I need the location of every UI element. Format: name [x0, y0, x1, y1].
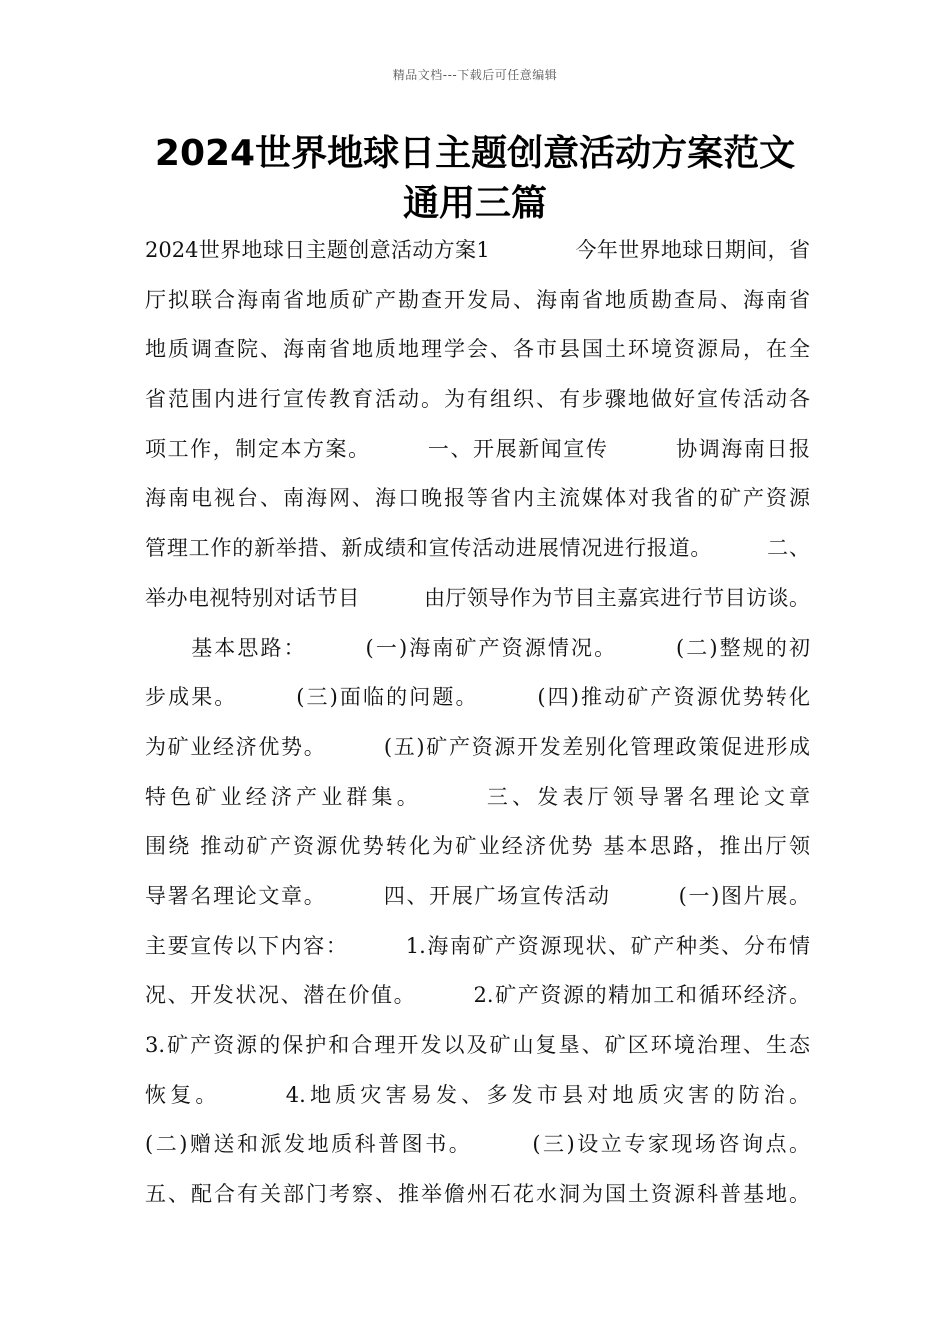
body-line: 地质调查院、海南省地质地理学会、各市县国土环境资源局，在全	[145, 337, 810, 362]
body-line: 项工作，制定本方案。 一、开展新闻宣传 协调海南日报	[145, 436, 810, 461]
body-line: 厅拟联合海南省地质矿产勘查开发局、海南省地质勘查局、海南省	[145, 287, 810, 312]
body-line: 管理工作的新举措、新成绩和宣传活动进展情况进行报道。 二、	[145, 536, 810, 561]
body-line: 举办电视特别对话节目 由厅领导作为节目主嘉宾进行节目访谈。	[145, 585, 810, 610]
document-title-line-2: 通用三篇	[402, 183, 547, 224]
body-line: (二)赠送和派发地质科普图书。 (三)设立专家现场咨询点。	[145, 1132, 810, 1157]
body-line: 围绕 推动矿产资源优势转化为矿业经济优势 基本思路，推出厅领	[145, 834, 810, 859]
document-title-line-1: 2024世界地球日主题创意活动方案范文	[154, 133, 796, 174]
header-watermark: 精品文档---下载后可任意编辑	[392, 68, 558, 82]
body-line: 为矿业经济优势。 (五)矿产资源开发差别化管理政策促进形成	[145, 734, 810, 759]
body-line: 五、配合有关部门考察、推举儋州石花水洞为国土资源科普基地。	[145, 1182, 810, 1207]
body-line: 特色矿业经济产业群集。 三、发表厅领导署名理论文章	[145, 784, 810, 809]
body-line: 恢复。 4.地质灾害易发、多发市县对地质灾害的防治。	[145, 1082, 810, 1107]
body-line: 省范围内进行宣传教育活动。为有组织、有步骤地做好宣传活动各	[145, 387, 810, 412]
body-line: 导署名理论文章。 四、开展广场宣传活动 (一)图片展。	[145, 883, 810, 908]
body-line: 步成果。 (三)面临的问题。 (四)推动矿产资源优势转化	[145, 685, 810, 710]
document-body	[145, 232, 810, 1226]
body-line: 况、开发状况、潜在价值。 2.矿产资源的精加工和循环经济。	[145, 983, 810, 1008]
body-line: 基本思路： (一)海南矿产资源情况。 (二)整规的初	[145, 635, 810, 660]
body-line: 2024世界地球日主题创意活动方案1 今年世界地球日期间，省	[145, 238, 810, 262]
body-line: 3.矿产资源的保护和合理开发以及矿山复垦、矿区环境治理、生态	[145, 1033, 810, 1057]
body-line: 海南电视台、南海网、海口晚报等省内主流媒体对我省的矿产资源	[145, 486, 810, 511]
body-line: 主要宣传以下内容： 1.海南矿产资源现状、矿产种类、分布情	[145, 933, 810, 958]
